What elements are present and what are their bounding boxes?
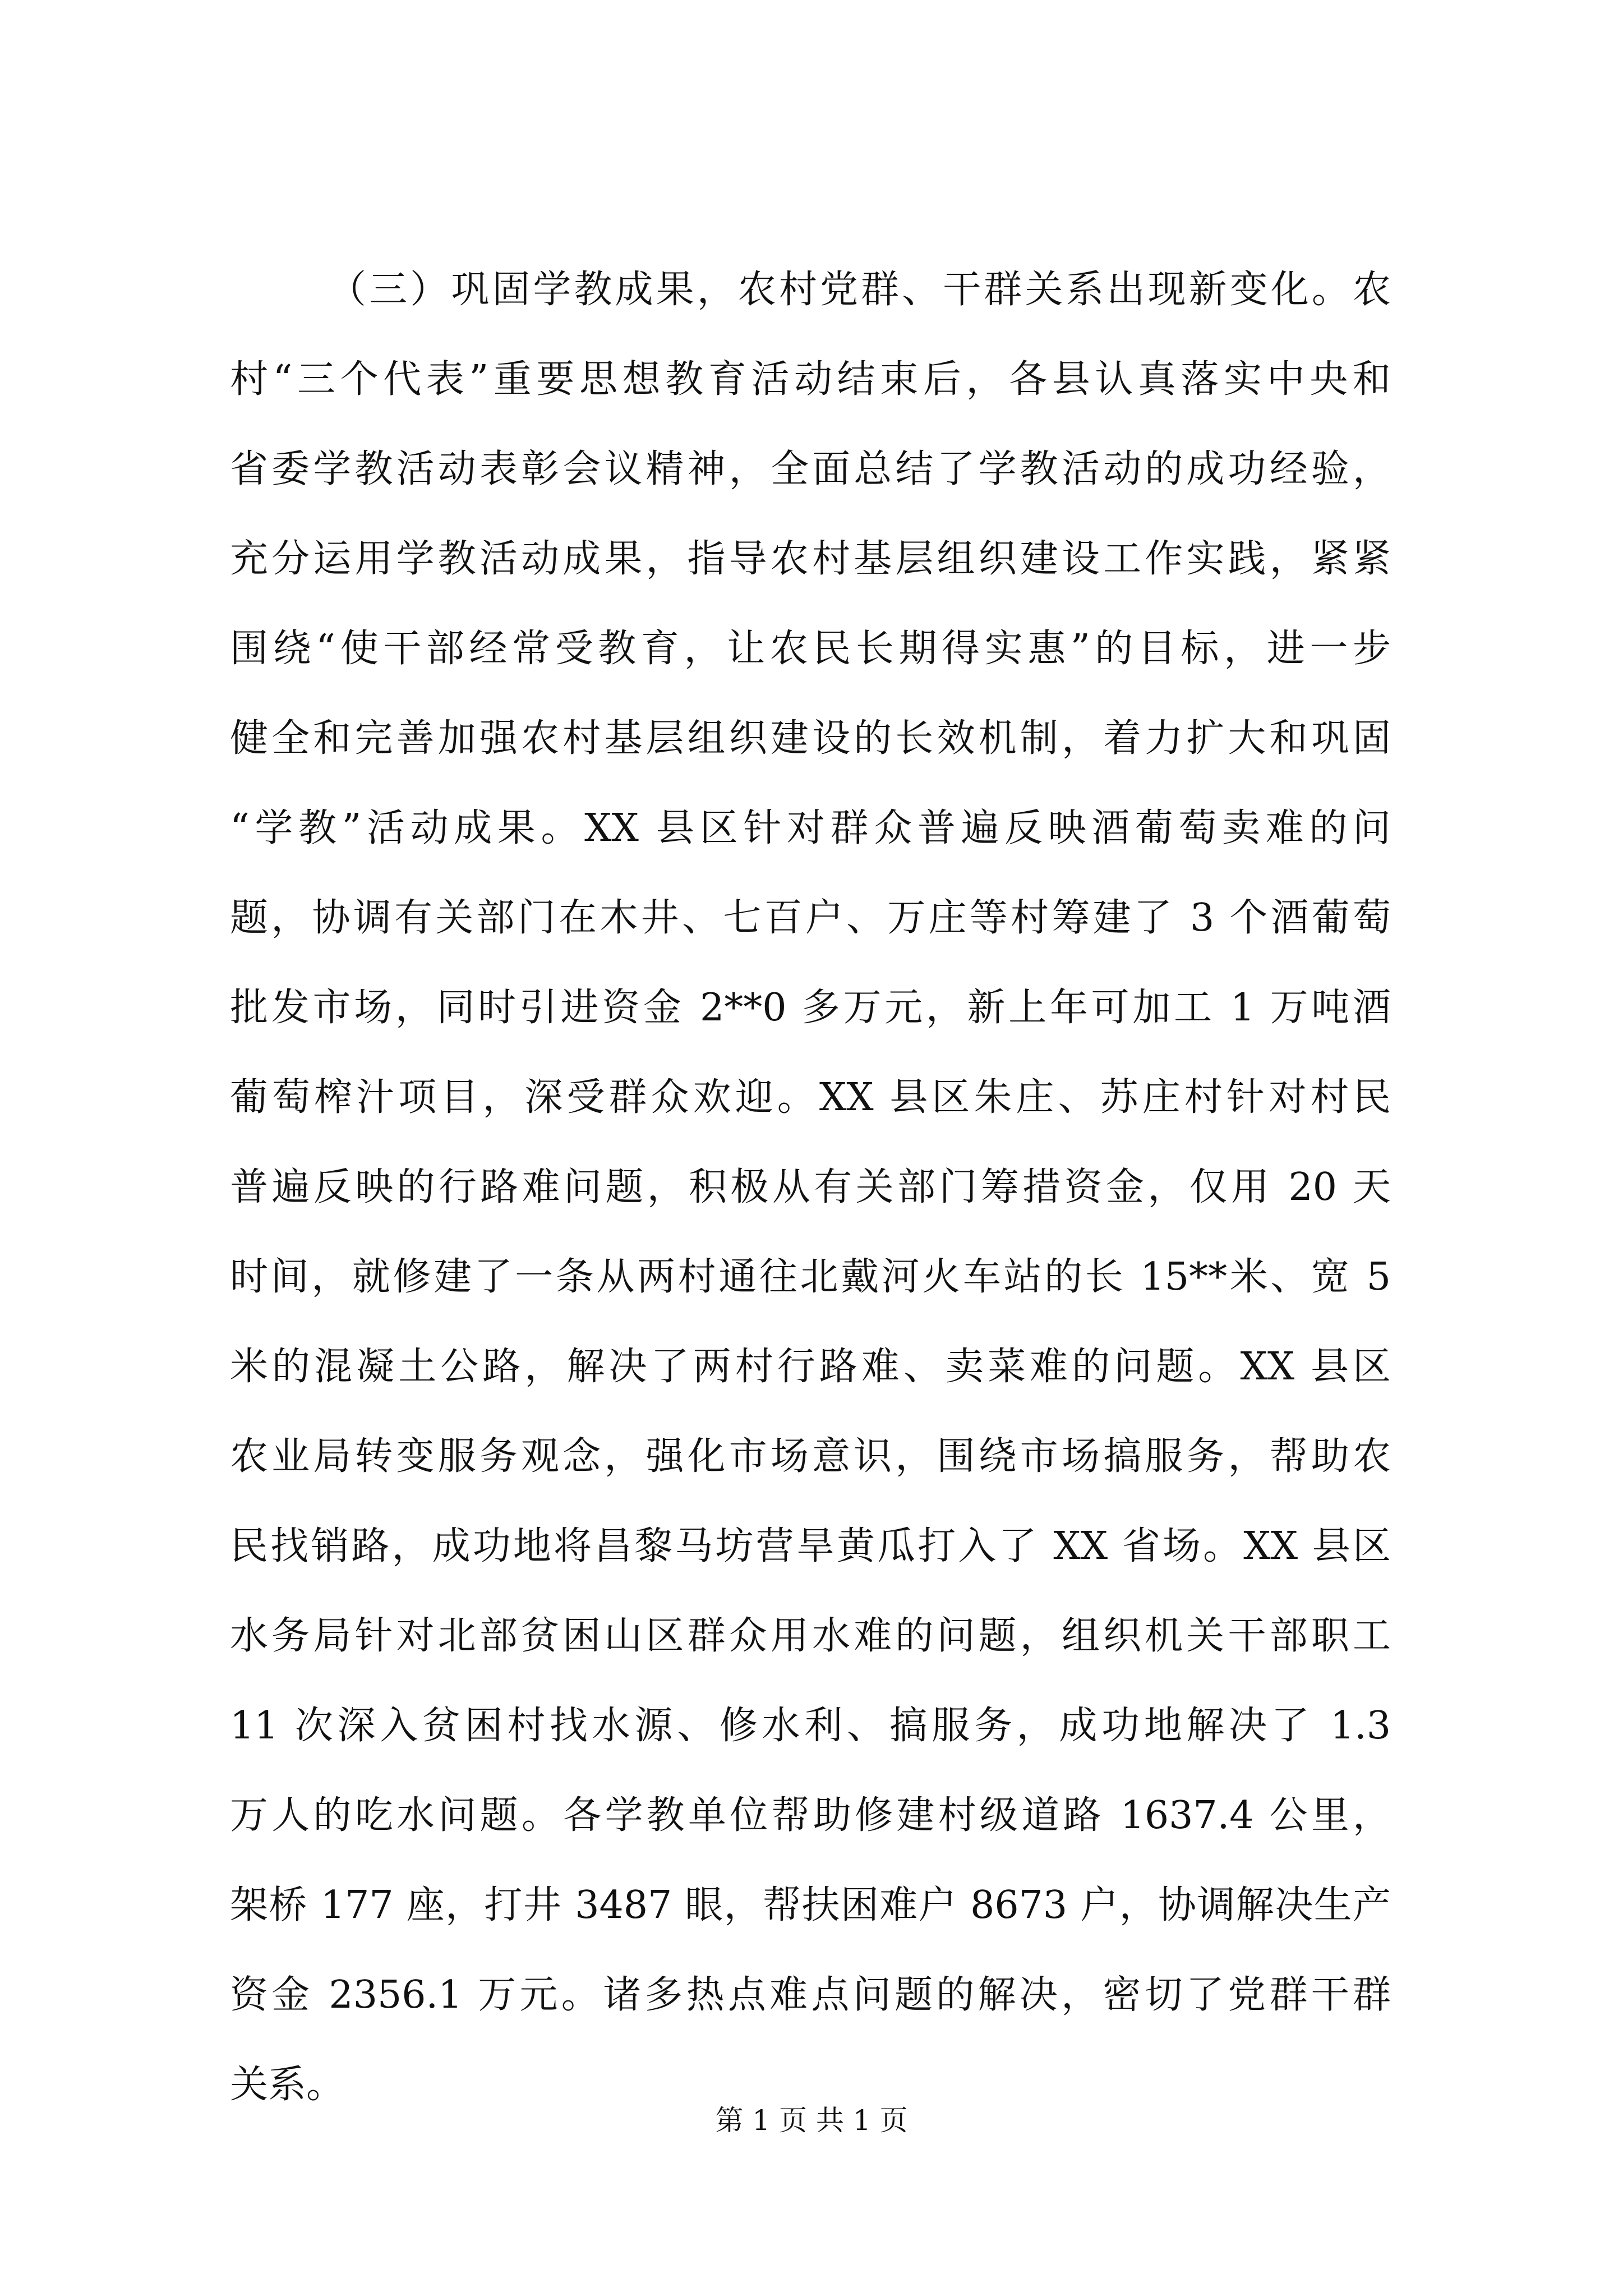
- paragraph-line: 11 次深入贫困村找水源、修水利、搞服务，成功地解决了 1.3: [230, 1704, 1391, 1748]
- paragraph-line: 水务局针对北部贫困山区群众用水难的问题，组织机关干部职工: [230, 1614, 1391, 1658]
- paragraph-line: 米的混凝土公路，解决了两村行路难、卖菜难的问题。XX 县区: [230, 1345, 1391, 1389]
- paragraph-line: 充分运用学教活动成果，指导农村基层组织建设工作实践，紧紧: [230, 537, 1391, 581]
- paragraph-line: （三）巩固学教成果，农村党群、干群关系出现新变化。农: [328, 268, 1391, 312]
- paragraph-line: 架桥 177 座，打井 3487 眼，帮扶困难户 8673 户，协调解决生产: [230, 1883, 1391, 1927]
- paragraph-line: 农业局转变服务观念，强化市场意识，围绕市场搞服务，帮助农: [230, 1434, 1391, 1479]
- paragraph-line: 关系。: [230, 2063, 345, 2107]
- paragraph-line: 省委学教活动表彰会议精神，全面总结了学教活动的成功经验，: [230, 447, 1391, 491]
- paragraph-line: 题，协调有关部门在木井、七百户、万庄等村筹建了 3 个酒葡萄: [230, 896, 1391, 940]
- page-footer: 第 1 页 共 1 页: [715, 2104, 908, 2137]
- paragraph-line: 批发市场，同时引进资金 2**0 多万元，新上年可加工 1 万吨酒: [230, 986, 1391, 1030]
- paragraph-line: 普遍反映的行路难问题，积极从有关部门筹措资金，仅用 20 天: [230, 1165, 1391, 1209]
- paragraph-line: 时间，就修建了一条从两村通往北戴河火车站的长 15**米、宽 5: [230, 1255, 1391, 1299]
- paragraph-line: 围绕“使干部经常受教育，让农民长期得实惠”的目标，进一步: [230, 627, 1391, 671]
- paragraph-line: 资金 2356.1 万元。诸多热点难点问题的解决，密切了党群干群: [230, 1973, 1391, 2017]
- paragraph-line: 村“三个代表”重要思想教育活动结束后，各县认真落实中央和: [230, 357, 1391, 402]
- paragraph-line: “学教”活动成果。XX 县区针对群众普遍反映酒葡萄卖难的问: [230, 806, 1391, 850]
- paragraph-line: 民找销路，成功地将昌黎马坊营旱黄瓜打入了 XX 省场。XX 县区: [230, 1524, 1391, 1568]
- paragraph-line: 葡萄榨汁项目，深受群众欢迎。XX 县区朱庄、苏庄村针对村民: [230, 1075, 1391, 1120]
- paragraph-line: 健全和完善加强农村基层组织建设的长效机制，着力扩大和巩固: [230, 716, 1391, 761]
- paragraph-line: 万人的吃水问题。各学教单位帮助修建村级道路 1637.4 公里，: [230, 1793, 1391, 1838]
